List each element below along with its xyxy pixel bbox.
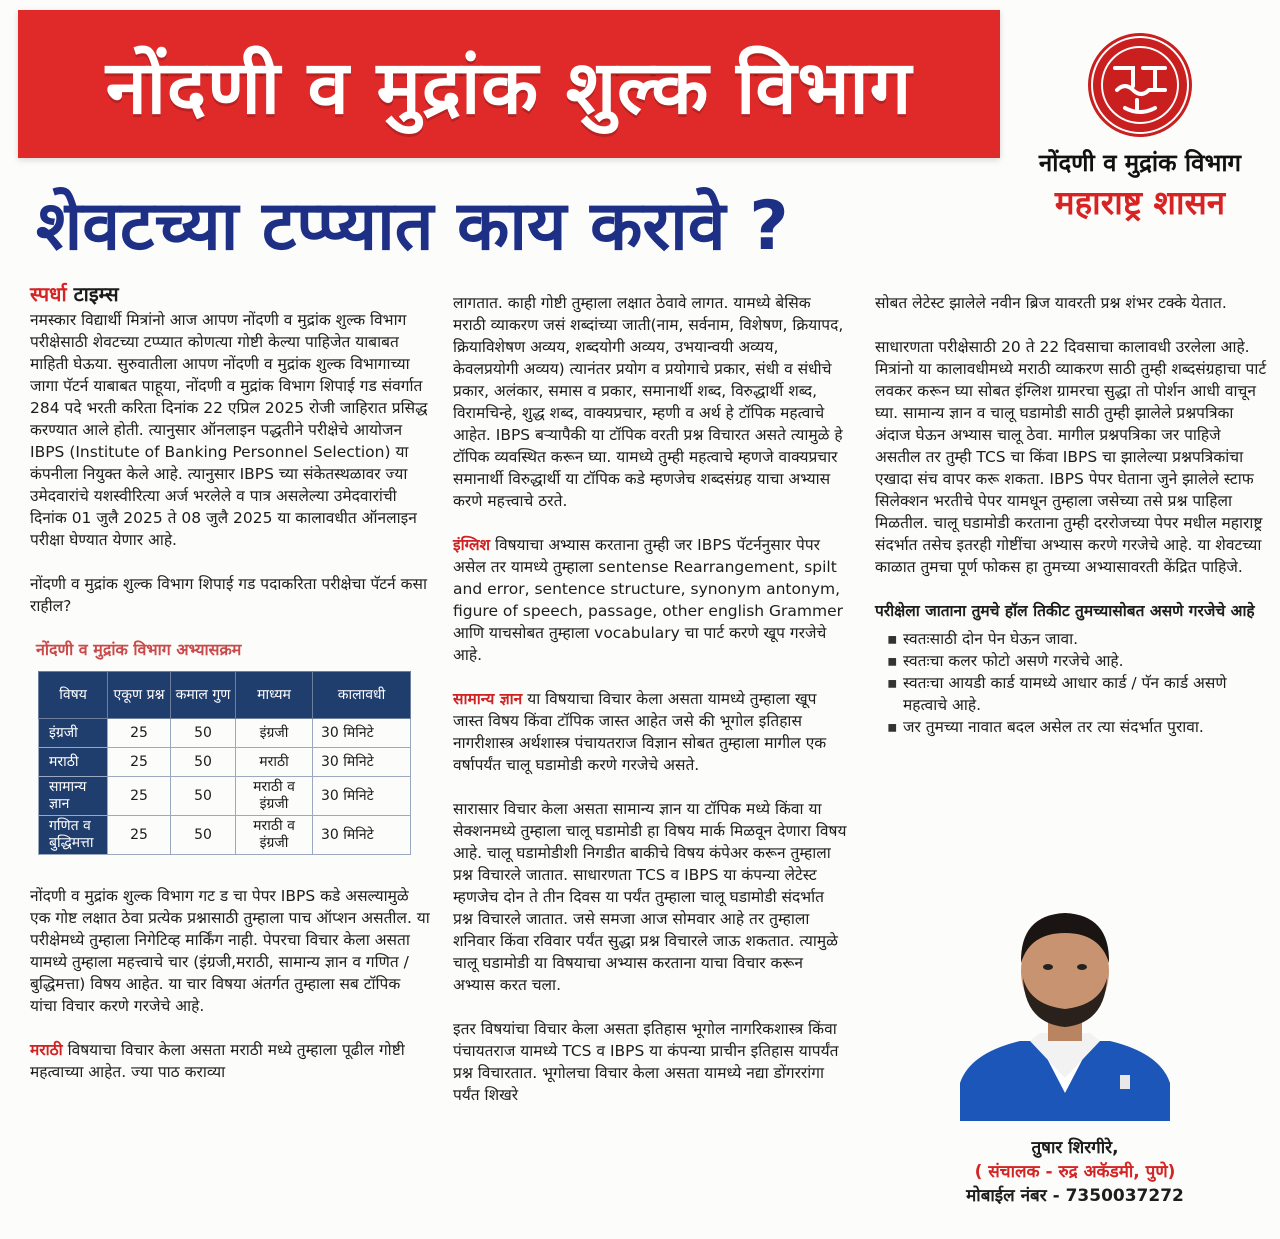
- logo-government-name: महाराष्ट्र शासन: [1054, 183, 1226, 222]
- current-affairs-paragraph: सारासार विचार केला असता सामान्य ज्ञान या टॉपिक मध्ये किंवा या सेक्शनमध्ये तुम्हाला चालू घडामोडी हा विषय मार्क मिळवून देणारा विषय आहे. चालू घडामोडीशी निगडीत बाकीचे विषय कंपेअर करून तुम्हाला प्रश्न विचारले जातात. साधारणता TCS व IBPS या कंपन्या लेटेस्ट म्हणजेच दोन ते तीन दिवस या पर्यंत तुम्हाला चालू घडामोडी संदर्भात प्रश्न विचारले जातात. जसे समजा आज सोमवार आहे तर तुम्हाला शनिवार किंवा रविवार पर्यंत सुद्धा प्रश्न विचारले जाऊ शकतात. त्यामुळे चालू घडामोडी या विषयाचा अभ्यास करताना याचा विचार करून अभ्यास करत चला.: [453, 800, 847, 994]
- bridges-paragraph: सोबत लेटेस्ट झालेले नवीन ब्रिज यावरती प्रश्न शंभर टक्के येतात.: [875, 294, 1227, 312]
- author-mobile: मोबाईल नंबर - 7350037272: [966, 1186, 1184, 1206]
- list-item: ▪ स्वतःचा कलर फोटो असणे गरजेचे आहे.: [903, 650, 1270, 672]
- publication-tag: स्पर्धा टाइम्स: [30, 282, 119, 306]
- grammar-paragraph: लागतात. काही गोष्टी तुम्हाला लक्षात ठेवावे लागत. यामध्ये बेसिक मराठी व्याकरण जसं शब्दांच्या जाती(नाम, सर्वनाम, विशेषण, क्रियापद, क्रियाविशेषण अव्यय, शब्दयोगी अव्यय, उभयान्वयी अव्यय, केवलप्रयोगी अव्यय) त्यानंतर प्रयोग व प्रयोगाचे प्रकार, संधी व संधीचे प्रकार, अलंकार, समास व प्रकार, समानार्थी शब्द, विरुद्धार्थी शब्द, विरामचिन्हे, शुद्ध शब्द, वाक्यप्रचार, म्हणी व अर्थ हे टॉपिक महत्वाचे आहेत. IBPS बऱ्यापैकी या टॉपिक वरती प्रश्न विचारत असते त्यामुळे हे टॉपिक व्यवस्थित करून घ्या. यामध्ये तुम्ही महत्वाचे म्हणजे वाक्यप्रचार समानार्थी विरुद्धार्थी या टॉपिक कडे म्हणजेच शब्दसंग्रह याचा अभ्यास करणे महत्त्वाचे ठरते.: [453, 294, 844, 510]
- author-name: तुषार शिरगीरे,: [1031, 1138, 1119, 1158]
- syllabus-title: नोंदणी व मुद्रांक विभाग अभ्यासक्रम: [36, 640, 242, 659]
- author-role: ( संचालक - रुद्र अकॅडमी, पुणे): [974, 1162, 1176, 1182]
- strategy-paragraph: साधारणता परीक्षेसाठी 20 ते 22 दिवसाचा कालावधी उरलेला आहे. मित्रांनो या कालावधीमध्ये मराठी व्याकरण साठी तुम्ही शब्दसंग्रहाचा पार्ट लवकर करून घ्या सोबत इंग्लिश ग्रामरचा सुद्धा तो पोर्शन आधी वाचून घ्या. सामान्य ज्ञान व चालू घडामोडी साठी तुम्ही झालेले प्रश्नपत्रिका अंदाज घेऊन अभ्यास चालू ठेवा. मागील प्रश्नपत्रिका जर पाहिजे असतील तर तुम्ही TCS चा किंवा IBPS चा झालेल्या प्रश्नपत्रिकांचा एखादा संच वापर करू शकता. IBPS पेपर घेताना जुने झालेले स्टाफ सिलेक्शन भरतीचे पेपर यामधून तुम्हाला जसेच्या तसे प्रश्न पाहिला मिळतील. चालू घडामोडी करताना तुम्ही दररोजच्या पेपर मधील महाराष्ट्र संदर्भात तसेच इतरही गोष्टींचा अभ्यास करणे गरजेचे आहे. या शेवटच्या काळात तुमचा पूर्ण फोकस हा तुमच्या अभ्यासावरती केंद्रित पाहिजे.: [875, 338, 1267, 576]
- pattern-question: नोंदणी व मुद्रांक शुल्क विभाग शिपाई गड पदाकरिता परीक्षेचा पॅटर्न कसा राहील?: [30, 575, 427, 615]
- table-header: माध्यम: [236, 672, 313, 719]
- other-subjects-paragraph: इतर विषयांचा विचार केला असता इतिहास भूगोल नागरिकशास्त्र किंवा पंचायतराज यामध्ये TCS व IBPS या कंपन्या प्राचीन इतिहास यापर्यंत प्रश्न विचारतात. भूगोलचा विचार केला असता यामध्ये नद्या डोंगररांगा पर्यंत शिखरे: [453, 1020, 839, 1104]
- paper-info-paragraph: नोंदणी व मुद्रांक शुल्क विभाग गट ड चा पेपर IBPS कडे असल्यामुळे एक गोष्ट लक्षात ठेवा प्रत्येक प्रश्नासाठी तुम्हाला पाच ऑप्शन असतील. या परीक्षेमध्ये तुम्हाला निगेटिव्ह मार्किंग नाही. पेपरचा विचार केला असता यामध्ये तुम्हाला महत्त्वाचे चार (इंग्रजी,मराठी, सामान्य ज्ञान व गणित / बुद्धिमत्ता) विषय आहेत. या चार विषया अंतर्गत तुम्हाला सब टॉपिक यांचा विचार करणे गरजेचे आहे.: [30, 887, 430, 1015]
- marathi-paragraph: मराठी विषयाचा विचार केला असता मराठी मध्ये तुम्हाला पूढील गोष्टी महत्वाच्या आहेत. ज्या पाठ कराव्या: [30, 1041, 405, 1081]
- table-header: कालावधी: [313, 672, 411, 719]
- exam-day-heading: परीक्षेला जाताना तुमचे हॉल तिकीट तुमच्यासोबत असणे गरजेचे आहे: [875, 602, 1255, 620]
- list-item: ▪ जर तुमच्या नावात बदल असेल तर त्या संदर्भात पुरावा.: [903, 716, 1270, 738]
- list-item: ▪ स्वतःसाठी दोन पेन घेऊन जावा.: [903, 628, 1270, 650]
- author-photo: [960, 893, 1170, 1121]
- table-header: विषय: [39, 672, 108, 719]
- department-logo: [1030, 30, 1250, 224]
- article-column-2: [453, 292, 848, 1128]
- table-header: कमाल गुण: [171, 672, 236, 719]
- article-column-3: [875, 292, 1270, 738]
- table-header: एकूण प्रश्न: [108, 672, 171, 719]
- english-paragraph: इंग्लिश विषयाचा अभ्यास करताना तुम्ही जर IBPS पॅटर्ननुसार पेपर असेल तर यामध्ये तुम्हाला sentense Rearrangement, spilt and error, sentence structure, synonym antonym, figure of speech, passage, other english Grammer आणि याचसोबत तुम्हाला vocabulary चा पार्ट करणे खूप गरजेचे आहे.: [453, 536, 844, 664]
- title-banner: [18, 10, 1000, 158]
- intro-paragraph: नमस्कार विद्यार्थी मित्रांनो आज आपण नोंदणी व मुद्रांक शुल्क विभाग परीक्षेसाठी शेवटच्या टप्प्यात कोणत्या गोष्टी केल्या पाहिजेत याबाबत माहिती घेऊया. सुरुवातीला आपण नोंदणी व मुद्रांक शुल्क विभागाच्या जागा पॅटर्न याबाबत पाहूया, नोंदणी व मुद्रांक विभाग शिपाई गड संवर्गात 284 पदे भरती करिता दिनांक 22 एप्रिल 2025 रोजी जाहिरात प्रसिद्ध करण्यात आले होती. त्यानुसार ऑनलाइन पद्धतीने परीक्षेचे आयोजन IBPS (Institute of Banking Personnel Selection) या कंपनीला नियुक्त केले आहे. त्यानुसार IBPS च्या संकेतस्थळावर ज्या उमेदवारांचे यशस्वीरित्या अर्ज भरलेले व पात्र असलेल्या उमेदवारांची दिनांक 01 जुलै 2025 ते 08 जुलै 2025 या कालावधीत ऑनलाइन परीक्षा घेण्यात येणार आहे.: [30, 311, 428, 549]
- general-knowledge-paragraph: सामान्य ज्ञान या विषयाचा विचार केला असता यामध्ये तुम्हाला खूप जास्त विषय किंवा टॉपिक जास्त आहेत जसे की भूगोल इतिहास नागरीशास्त्र अर्थशास्त्र पंचायतराज विज्ञान सोबत तुम्हाला मागील एक वर्षापर्यंत चालू घडामोडी करणे गरजेचे असते.: [453, 690, 827, 774]
- page-subtitle: शेवटच्या टप्प्यात काय करावे ?: [36, 187, 789, 266]
- article-column-1: [30, 283, 430, 1105]
- logo-department-name: नोंदणी व मुद्रांक विभाग: [1038, 149, 1242, 177]
- exam-checklist: [875, 628, 1270, 738]
- table-row: सामान्य ज्ञान 25 50 मराठी व इंग्रजी 30 मिनिटे: [39, 777, 411, 816]
- table-row: मराठी 25 50 मराठी 30 मिनिटे: [39, 748, 411, 777]
- list-item: ▪ स्वतःचा आयडी कार्ड यामध्ये आधार कार्ड / पॅन कार्ड असणे महत्वाचे आहे.: [903, 672, 1270, 716]
- page-title: नोंदणी व मुद्रांक शुल्क विभाग: [105, 44, 913, 131]
- table-row: इंग्रजी 25 50 इंग्रजी 30 मिनिटे: [39, 719, 411, 748]
- maharashtra-emblem-icon: [1085, 30, 1195, 140]
- syllabus-table: [38, 671, 411, 855]
- author-credit: [930, 1136, 1220, 1208]
- table-row: गणित व बुद्धिमत्ता 25 50 मराठी व इंग्रजी 30 मिनिटे: [39, 816, 411, 855]
